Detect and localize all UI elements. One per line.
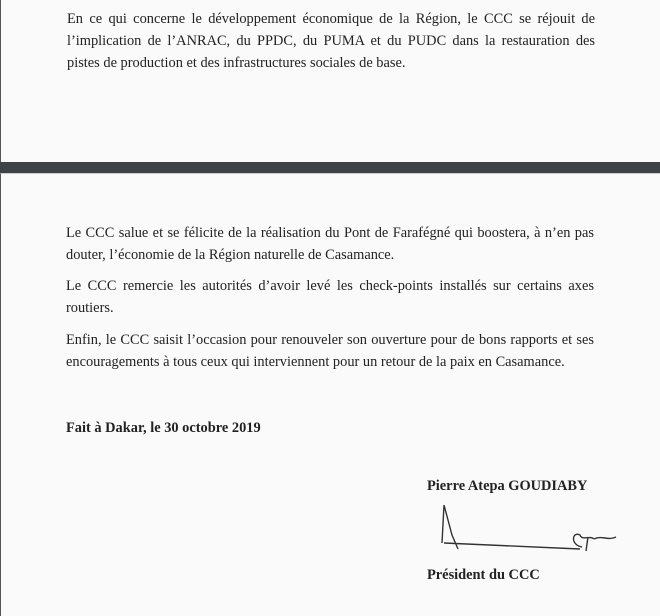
page-separator (0, 162, 660, 173)
place-date: Fait à Dakar, le 30 octobre 2019 (66, 420, 261, 436)
paragraph-peace: Enfin, le CCC saisit l’occasion pour renouveler son ouverture pour de bons rapports et ses encouragements à tous ceux qui interviennent pour un retour de la paix en Casamance. (66, 332, 594, 370)
handwritten-signature (430, 505, 630, 555)
signatory-name: Pierre Atepa GOUDIABY (427, 478, 588, 494)
signatory-title: Président du CCC (427, 567, 540, 583)
paragraph-economic-development: En ce qui concerne le développement économique de la Région, le CCC se réjouit de l’implication de l’ANRAC, du PPDC, du PUMA et du PUDC dans la restauration des pistes de production et des infrastructures sociales de base. (67, 11, 595, 71)
paragraph-checkpoints: Le CCC remercie les autorités d’avoir levé les check-points installés sur certains axes routiers. (66, 278, 594, 316)
document-page-1 (0, 0, 660, 162)
paragraph-farafegne-bridge: Le CCC salue et se félicite de la réalisation du Pont de Farafégné qui boostera, à n’en pas douter, l’économie de la Région naturelle de Casamance. (66, 225, 594, 263)
